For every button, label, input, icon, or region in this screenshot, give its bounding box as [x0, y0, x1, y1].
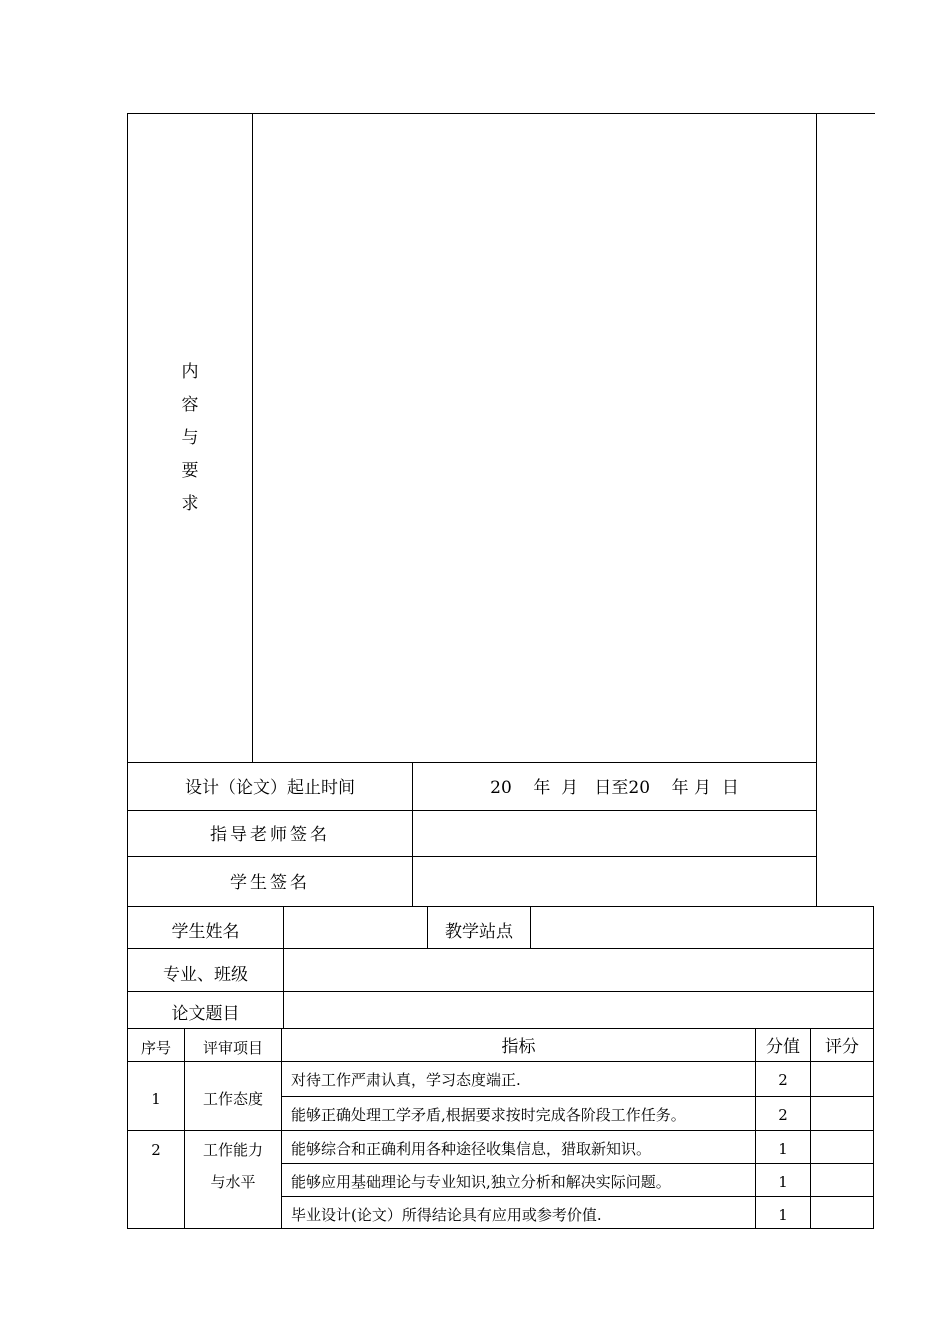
- group-no: 2: [151, 1141, 161, 1159]
- row-divider: [281, 1196, 874, 1197]
- period-label: 设计（论文）起止时间: [185, 778, 355, 798]
- row-divider: [281, 1096, 874, 1097]
- group-no: 1: [151, 1090, 161, 1108]
- row-divider: [127, 1028, 874, 1029]
- row-divider: [127, 762, 816, 763]
- row-divider: [127, 856, 816, 857]
- content-requirements-label: [168, 356, 212, 521]
- indicator-text: 能够综合和正确利用各种途径收集信息，猎取新知识。: [291, 1140, 652, 1158]
- major-class-label: 专业、班级: [163, 965, 248, 985]
- student-name-label: 学生姓名: [171, 922, 240, 942]
- label-char: 与: [181, 428, 199, 448]
- advisor-signature-label: 指导老师签名: [210, 825, 330, 845]
- column-divider: [283, 906, 284, 1028]
- column-divider: [530, 906, 531, 948]
- group-item-line: 工作能力: [202, 1141, 263, 1159]
- header-indicator: 指标: [501, 1037, 536, 1057]
- indicator-text: 毕业设计(论文）所得结论具有应用或参考价值.: [291, 1206, 602, 1224]
- indicator-text: 能够正确处理工学矛盾,根据要求按时完成各阶段工作任务。: [291, 1106, 686, 1124]
- table-right-border: [873, 906, 874, 1229]
- period-value[interactable]: 20 年 月 日至20 年 月 日: [490, 778, 739, 798]
- group-item: 工作态度: [202, 1090, 263, 1108]
- column-divider: [281, 1028, 282, 1228]
- row-divider: [127, 1061, 874, 1062]
- header-points: 分值: [766, 1037, 800, 1057]
- thesis-title-label: 论文题目: [171, 1004, 240, 1024]
- row-divider: [127, 948, 874, 949]
- student-signature-label: 学生签名: [230, 873, 310, 893]
- column-divider: [755, 1028, 756, 1228]
- column-divider: [810, 1028, 811, 1228]
- row-divider: [127, 906, 874, 907]
- points-value: 1: [778, 1173, 788, 1191]
- row-divider: [127, 991, 874, 992]
- label-char: 内: [181, 362, 199, 382]
- row-divider: [127, 1130, 874, 1131]
- row-divider: [127, 810, 816, 811]
- label-char: 求: [181, 494, 199, 514]
- station-label: 教学站点: [445, 922, 513, 942]
- header-score: 评分: [825, 1037, 859, 1057]
- indicator-text: 对待工作严肃认真，学习态度端正.: [291, 1071, 521, 1089]
- column-divider: [816, 113, 817, 906]
- label-char: 容: [181, 395, 199, 415]
- points-value: 1: [778, 1206, 788, 1224]
- header-item: 评审项目: [202, 1039, 263, 1057]
- row-divider: [281, 1163, 874, 1164]
- header-no: 序号: [140, 1039, 171, 1057]
- points-value: 1: [778, 1140, 788, 1158]
- table-bottom-border: [127, 1228, 874, 1229]
- column-divider: [184, 1028, 185, 1228]
- points-value: 2: [778, 1106, 788, 1124]
- content-requirements-area[interactable]: [253, 114, 815, 761]
- label-char: 要: [181, 461, 199, 481]
- indicator-text: 能够应用基础理论与专业知识,独立分析和解决实际问题。: [291, 1173, 671, 1191]
- points-value: 2: [778, 1071, 788, 1089]
- group-item-line: 与水平: [210, 1173, 256, 1191]
